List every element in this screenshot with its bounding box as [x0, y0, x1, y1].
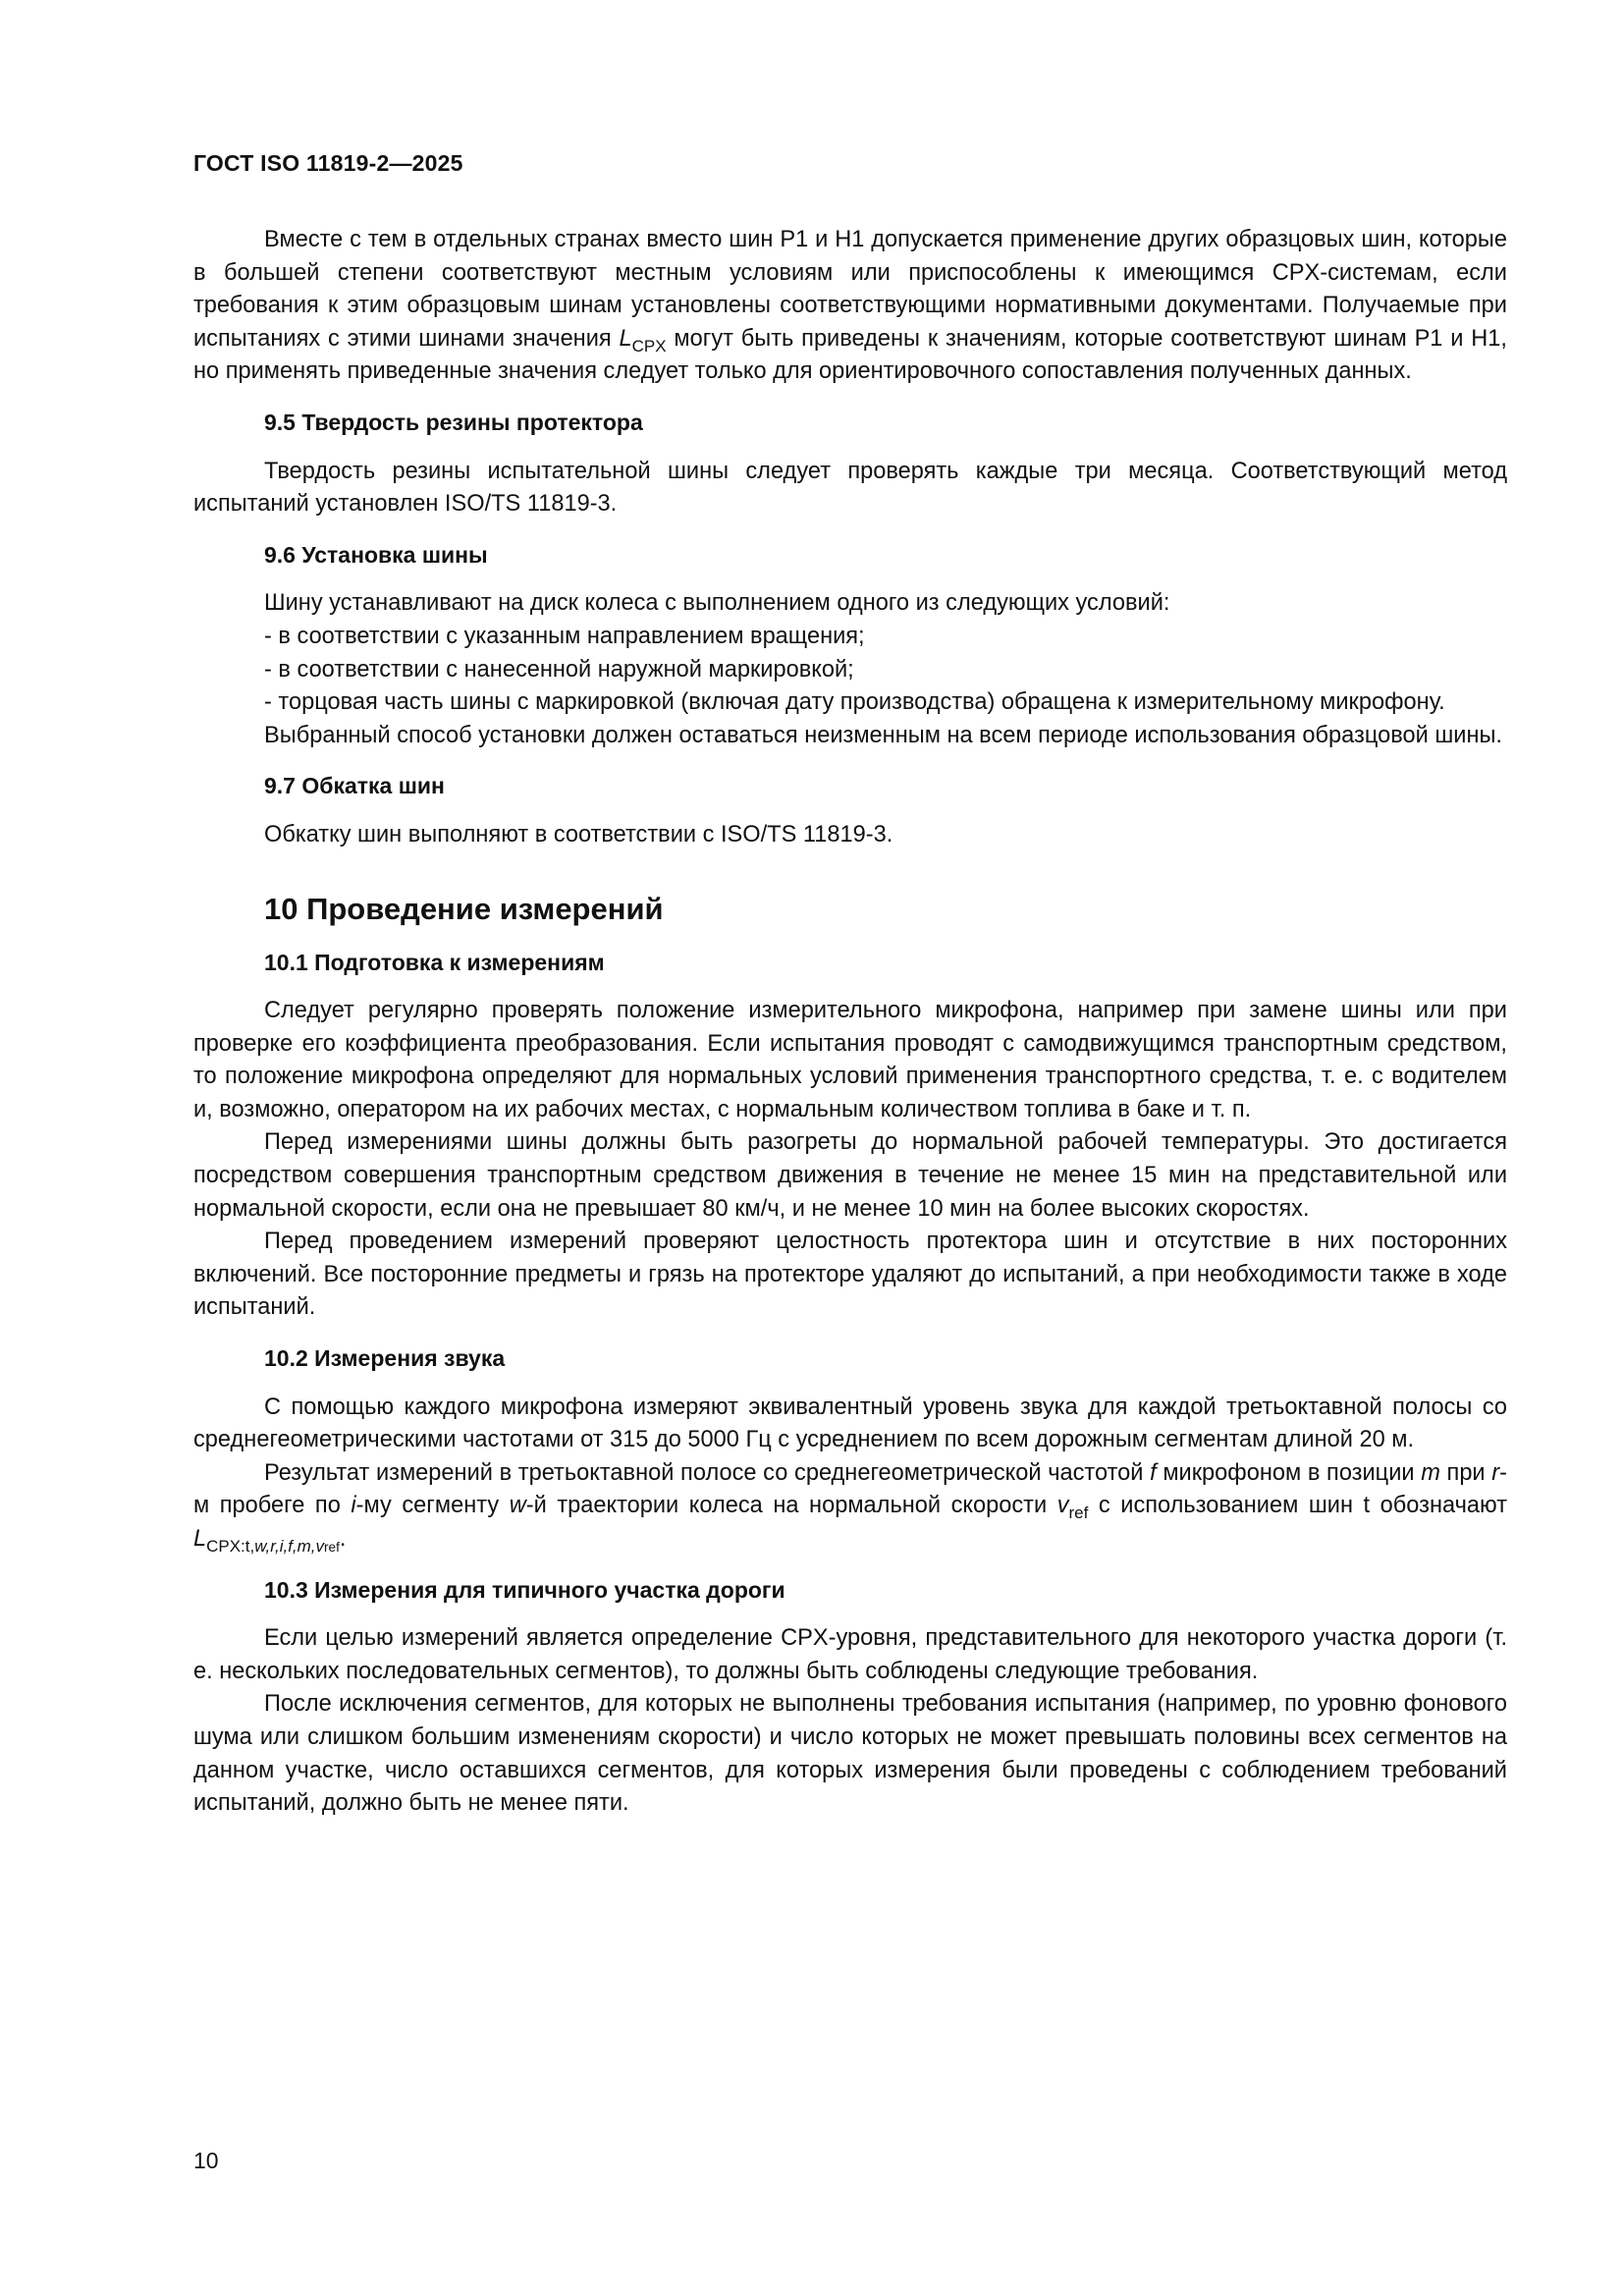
section-10-1-text: Перед проведением измерений проверяют целостность протектора шин и отсутствие в них посторонних включений. Все посторонние предметы и грязь на протекторе удаляют до испытаний, а при необходимости также в ходе испытаний. [193, 1229, 1507, 1321]
section-10-2-notation: Результат измерений в третьоктавной полосе со среднегеометрической частотой f микрофоном в позиции m при r-м пробеге по i-му сегменту w-й траектории колеса на нормальной скорости $v_{ref}$ с использованием шин t обозначают $L_{CPX:t,w,r,i,f,m,vref}$. [193, 1459, 1507, 1556]
subscript-cpx: CPX [631, 336, 667, 355]
list-item: - в соответствии с нанесенной наружной маркировкой; [264, 656, 854, 683]
section-9-6-heading: 9.6 Установка шины [264, 541, 488, 568]
section-10-1-text: Следует регулярно проверять положение измерительного микрофона, например при замене шины или при проверке его коэффициента преобразования. Если испытания проводят с самодвижущимся транспортным средством, то положение микрофона определяют для нормальных условий применения транспортного средства, т. е. с водителем и, возможно, оператором на их рабочих местах, с нормальным количеством топлива в баке и т. п. [193, 998, 1507, 1122]
section-10-3-text: Если целью измерений является определение CPX-уровня, представительного для некоторого участка дороги (т. е. нескольких последовательных сегментов), то должны быть соблюдены следующие требования. [193, 1625, 1507, 1684]
section-9-6-intro: Шину устанавливают на диск колеса с выполнением одного из следующих условий: [264, 590, 1170, 617]
paragraph-reference-tires: Вместе с тем в отдельных странах вместо шин P1 и H1 допускается применение других образцовых шин, которые в большей степени соответствуют местным условиям или приспособлены к имеющимся CPX-системам, если требования к этим образцовым шинам установлены соответствующими нормативными документами. Получаемые при испытаниях с этими шинами значения $L_{CPX}$ могут быть приведены к значениям, которые соответствуют шинам P1 и H1, но применять приведенные значения следует только для ориентировочного сопоставления полученных данных. [193, 227, 1507, 385]
section-9-7-heading: 9.7 Обкатка шин [264, 773, 445, 799]
section-10-1-heading: 10.1 Подготовка к измерениям [264, 949, 605, 975]
running-header: ГОСТ ISO 11819-2—2025 [193, 150, 463, 176]
section-9-6-text: Выбранный способ установки должен оставаться неизменным на всем периоде использования образцовой шины. [264, 722, 1502, 748]
page-number: 10 [193, 2148, 219, 2173]
section-9-5-text: Твердость резины испытательной шины следует проверять каждые три месяца. Соответствующий метод испытаний установлен ISO/TS 11819-3. [193, 458, 1507, 518]
section-10-heading: 10 Проведение измерений [264, 891, 664, 926]
list-item: - торцовая часть шины с маркировкой (включая дату производства) обращена к измерительному микрофону. [264, 689, 1445, 716]
subscript-indices: CPX:t,w,r,i,f,m,vref [206, 1536, 340, 1556]
section-9-5-heading: 9.5 Твердость резины протектора [264, 409, 643, 435]
section-9-7-text: Обкатку шин выполняют в соответствии с ISO/TS 11819-3. [264, 821, 893, 847]
section-10-1-text: Перед измерениями шины должны быть разогреты до нормальной рабочей температуры. Это достигается посредством совершения транспортным средством движения в течение не менее 15 мин на представительной или нормальной скорости, если она не превышает 80 км/ч, и не менее 10 мин на более высоких скоростях. [193, 1129, 1507, 1222]
section-10-2-heading: 10.2 Измерения звука [264, 1345, 506, 1372]
page-body [193, 224, 1507, 1821]
list-item: - в соответствии с указанным направлением вращения; [264, 623, 865, 649]
symbol-L-cpx: L [193, 1526, 207, 1552]
section-10-2-text: С помощью каждого микрофона измеряют эквивалентный уровень звука для каждой третьоктавной полосы со среднегеометрическими частотами от 315 до 5000 Гц с усреднением по всем дорожным сегментам длиной 20 м. [193, 1394, 1507, 1453]
symbol-L: L [619, 325, 632, 352]
section-10-3-heading: 10.3 Измерения для типичного участка дороги [264, 1576, 785, 1603]
section-10-3-text: После исключения сегментов, для которых не выполнены требования испытания (например, по уровню фонового шума или слишком большим изменениям скорости) и число которых не может превышать половины всех сегментов на данном участке, число оставшихся сегментов, для которых измерения были проведены с соблюдением требований испытаний, должно быть не менее пяти. [193, 1691, 1507, 1817]
